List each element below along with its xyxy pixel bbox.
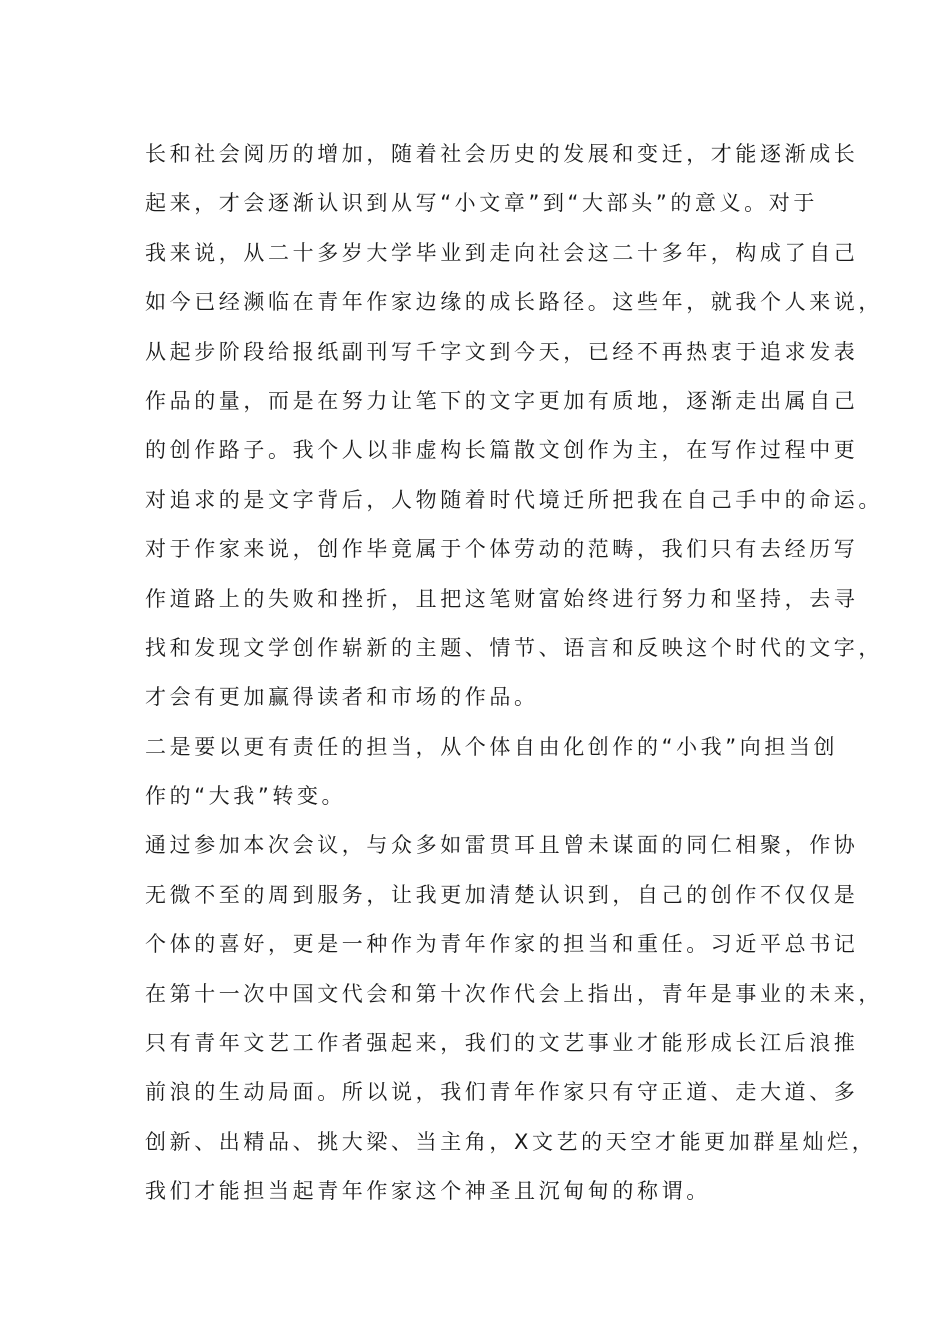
text-line: 创新、出精品、挑大梁、当主角，X文艺的天空才能更加群星灿烂， bbox=[145, 1129, 877, 1154]
body-text bbox=[145, 130, 883, 1217]
text-line: 二是要以更有责任的担当，从个体自由化创作的“小我”向担当创 bbox=[145, 734, 839, 759]
text-line: 在第十一次中国文代会和第十次作代会上指出，青年是事业的未来， bbox=[145, 981, 883, 1006]
text-line: 我们才能担当起青年作家这个神圣且沉甸甸的称谓。 bbox=[145, 1179, 711, 1204]
text-line: 作品的量，而是在努力让笔下的文字更加有质地，逐渐走出属自己 bbox=[145, 388, 859, 413]
text-line: 对追求的是文字背后，人物随着时代境迁所把我在自己手中的命运。 bbox=[145, 487, 883, 512]
text-line: 长和社会阅历的增加，随着社会历史的发展和变迁，才能逐渐成长 bbox=[145, 142, 859, 166]
text-line: 作的“大我”转变。 bbox=[145, 784, 347, 809]
text-line: 个体的喜好，更是一种作为青年作家的担当和重任。习近平总书记 bbox=[145, 932, 859, 957]
text-line: 找和发现文学创作崭新的主题、情节、语言和反映这个时代的文字， bbox=[145, 635, 883, 660]
text-line: 才会有更加赢得读者和市场的作品。 bbox=[145, 685, 539, 710]
text-line: 的创作路子。我个人以非虚构长篇散文创作为主，在写作过程中更 bbox=[145, 438, 859, 463]
text-line: 对于作家来说，创作毕竟属于个体劳动的范畴，我们只有去经历写 bbox=[145, 537, 859, 562]
text-line: 无微不至的周到服务，让我更加清楚认识到，自己的创作不仅仅是 bbox=[145, 882, 859, 907]
text-line: 前浪的生动局面。所以说，我们青年作家只有守正道、走大道、多 bbox=[145, 1080, 859, 1105]
text-line: 只有青年文艺工作者强起来，我们的文艺事业才能形成长江后浪推 bbox=[145, 1031, 859, 1056]
text-line: 如今已经濒临在青年作家边缘的成长路径。这些年，就我个人来说， bbox=[145, 290, 883, 315]
text-line: 作道路上的失败和挫折，且把这笔财富始终进行努力和坚持，去寻 bbox=[145, 586, 859, 611]
text-line: 起来，才会逐渐认识到从写“小文章”到“大部头”的意义。对于 bbox=[145, 191, 818, 216]
text-line: 我来说，从二十多岁大学毕业到走向社会这二十多年，构成了自己 bbox=[145, 240, 859, 265]
text-line: 通过参加本次会议，与众多如雷贯耳且曾未谋面的同仁相聚，作协 bbox=[145, 833, 859, 858]
text-line: 从起步阶段给报纸副刊写千字文到今天，已经不再热衷于追求发表 bbox=[145, 339, 859, 364]
